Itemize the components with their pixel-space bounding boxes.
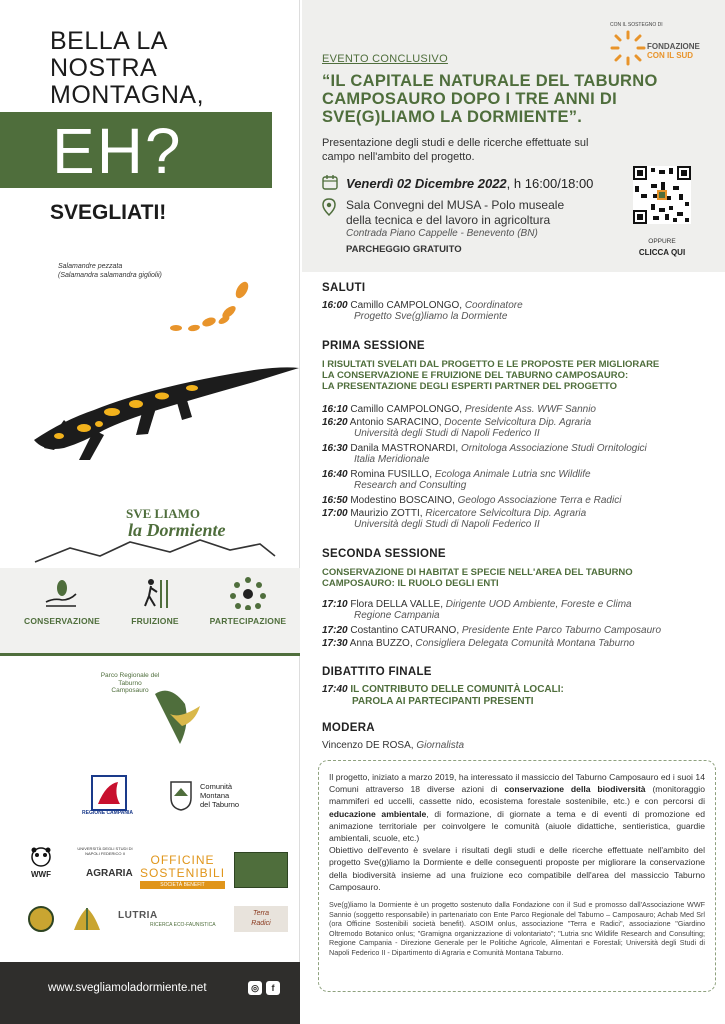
item-time: 17:00 bbox=[322, 508, 348, 519]
campania-label: REGIONE CAMPANIA bbox=[82, 810, 134, 816]
dibattito-line: PAROLA AI PARTECIPANTI PRESENTI bbox=[352, 696, 534, 707]
event-header bbox=[302, 0, 725, 272]
terra-line: Terra bbox=[252, 910, 270, 917]
project-description bbox=[329, 771, 705, 893]
program-item bbox=[322, 508, 717, 530]
svegliamo-logo bbox=[30, 500, 280, 570]
item-name: Antonio SARACINO, bbox=[347, 417, 445, 428]
item-name: Camillo CAMPOLONGO, bbox=[347, 404, 465, 415]
item-sub: Italia Meridionale bbox=[354, 454, 430, 465]
item-role: Presidente Ass. WWF Sannio bbox=[464, 404, 596, 415]
item-time: 16:30 bbox=[322, 443, 348, 454]
info-text: (monitoraggio mammiferi ed uccelli, cassette nido, ecosistema forestale sostenibile, etc.) e con percorsi di bbox=[329, 784, 705, 807]
qr-oppure: OPPURE bbox=[648, 238, 676, 245]
comunita-line: del Taburno bbox=[200, 800, 240, 809]
pillar-conservazione bbox=[12, 576, 112, 626]
agraria-label: AGRARIA bbox=[86, 868, 133, 879]
comunita-line: Comunità bbox=[200, 782, 233, 791]
item-name: Anna BUZZO, bbox=[347, 638, 416, 649]
desc-line: I RISULTATI SVELATI DAL PROGETTO E LE PROPOSTE PER MIGLIORARE bbox=[322, 359, 660, 370]
modera-role: Giornalista bbox=[416, 740, 465, 751]
dibattito-item bbox=[322, 684, 712, 708]
dibattito-line: IL CONTRIBUTO DELLE COMUNITÀ LOCALI: bbox=[347, 684, 564, 695]
panda-icon bbox=[30, 846, 52, 868]
poster-headline bbox=[50, 28, 204, 109]
fondazione-sun-icon bbox=[610, 30, 646, 66]
item-time: 16:50 bbox=[322, 495, 348, 506]
salamander-image bbox=[24, 270, 300, 490]
wwf-logo bbox=[30, 846, 52, 879]
event-subtitle: Presentazione degli studi e delle ricerche effettuate sul campo nell'ambito del progetto. bbox=[322, 137, 589, 163]
seconda-sessione-desc bbox=[322, 567, 712, 589]
comunita-line: Montana bbox=[200, 791, 230, 800]
program-item bbox=[322, 404, 717, 415]
desc-line: LA CONSERVAZIONE E FRUIZIONE DEL TABURNO CAMPOSAURO: bbox=[322, 370, 629, 381]
program-item bbox=[322, 638, 717, 649]
seconda-sessione-title: SECONDA SESSIONE bbox=[322, 548, 446, 560]
item-role: Geologo Associazione Terra e Radici bbox=[457, 495, 622, 506]
pillar-fruizione bbox=[105, 576, 205, 626]
desc-line: CAMPOSAURO: IL RUOLO DEGLI ENTI bbox=[322, 578, 499, 589]
item-time: 17:40 bbox=[322, 684, 348, 695]
program-item bbox=[322, 599, 717, 621]
park-label: Parco Regionale del Taburno Camposauro bbox=[100, 672, 160, 694]
item-name: Maurizio ZOTTI, bbox=[347, 508, 426, 519]
item-name: Danila MASTRONARDI, bbox=[347, 443, 461, 454]
info-text: , di formazione, di giornate a tema e di eventi di promozione ed animazione territoriale per coinvolgere le comunità (aiuole didattiche, sentieristica, guardie ambientali, scuole, etc.) bbox=[329, 808, 705, 844]
headline-line: BELLA LA bbox=[50, 27, 168, 55]
item-role: Dirigente UOD Ambiente, Foreste e Clima bbox=[445, 599, 632, 610]
item-role: Ecologa Animale Lutria snc Wildlife bbox=[434, 469, 591, 480]
info-text: Obiettivo dell'evento è svelare i risultati degli studi e delle ricerche effettuate nell'ambito del progetto Sve(g)liamo la Dormiente e delle conseguenti proposte per migliorare la conservazione della biodiversità insieme ad una fruizione eco compatibile dell'area del massiccio Taburno Camposauro. bbox=[329, 845, 705, 892]
svg-text:la Dormiente: la Dormiente bbox=[128, 520, 226, 540]
pillars-section bbox=[0, 568, 300, 656]
item-time: 17:30 bbox=[322, 638, 348, 649]
desc-line: CONSERVAZIONE DI HABITAT E SPECIE NELL'AREA DEL TABURNO bbox=[322, 567, 633, 578]
caption-line: Salamandre pezzata bbox=[58, 263, 123, 270]
item-sub: Progetto Sve(g)liamo la Dormiente bbox=[354, 311, 508, 322]
dibattito-title: DIBATTITO FINALE bbox=[322, 666, 432, 678]
wwf-label: WWF bbox=[31, 870, 51, 879]
svg-text:SVE LIAMO: SVE LIAMO bbox=[126, 506, 201, 521]
officine-tagline: SOCIETÀ BENEFIT bbox=[140, 881, 225, 889]
pillar-partecipazione bbox=[198, 576, 298, 626]
fondazione-name bbox=[647, 42, 700, 60]
item-role: Docente Selvicoltura Dip. Agraria bbox=[444, 417, 592, 428]
officine-line: SOSTENIBILI bbox=[140, 866, 226, 880]
calendar-icon bbox=[322, 174, 338, 190]
item-name: Costantino CATURANO, bbox=[347, 625, 462, 636]
qr-code[interactable] bbox=[633, 166, 691, 224]
terra-line: Radici bbox=[251, 920, 271, 927]
prima-sessione-title: PRIMA SESSIONE bbox=[322, 340, 425, 352]
item-role: Ricercatore Selvicoltura Dip. Agraria bbox=[425, 508, 587, 519]
event-time: , h 16:00/18:00 bbox=[506, 176, 594, 191]
project-info-box bbox=[318, 760, 716, 992]
item-sub: Regione Campania bbox=[354, 610, 440, 621]
program-item bbox=[322, 443, 717, 465]
item-name: Modestino BOSCAINO, bbox=[347, 495, 458, 506]
program-item bbox=[322, 495, 717, 506]
item-sub: Research and Consulting bbox=[354, 480, 467, 491]
item-sub: Università degli Studi di Napoli Federico II bbox=[354, 519, 540, 530]
item-name: Romina FUSILLO, bbox=[347, 469, 435, 480]
item-name: Flora DELLA VALLE, bbox=[347, 599, 446, 610]
item-role: Ornitologa Associazione Studi Ornitologici bbox=[460, 443, 647, 454]
item-time: 16:40 bbox=[322, 469, 348, 480]
pillar-label: FRUIZIONE bbox=[131, 616, 179, 626]
fondazione-line: CON IL SUD bbox=[647, 51, 694, 60]
comunita-label bbox=[200, 782, 239, 809]
desc-line: LA PRESENTAZIONE DEGLI ESPERTI PARTNER DEL PROGETTO bbox=[322, 381, 618, 392]
event-date: Venerdì 02 Dicembre 2022 bbox=[346, 176, 507, 191]
falling-leaves bbox=[170, 280, 251, 332]
program-item bbox=[322, 417, 717, 439]
fondazione-line: FONDAZIONE bbox=[647, 42, 700, 51]
modera-item bbox=[322, 740, 717, 751]
info-text: Il progetto, iniziato a marzo 2019, ha interessato il massiccio del Taburno Camposauro ed i suoi 14 Comuni attraverso 18 diverse azioni di bbox=[329, 772, 705, 795]
terra-radici-logo bbox=[234, 906, 288, 932]
event-title: “IL CAPITALE NATURALE DEL TABURNO CAMPOSAURO DOPO I TRE ANNI DI SVE(G)LIAMO LA DORMIENTE”. bbox=[322, 72, 658, 126]
item-role: Coordinatore bbox=[464, 300, 523, 311]
facebook-icon[interactable]: f bbox=[266, 981, 280, 995]
pillar-label: CONSERVAZIONE bbox=[24, 616, 100, 626]
modera-title: MODERA bbox=[322, 722, 375, 734]
eh-text: EH? bbox=[52, 115, 183, 187]
program-item bbox=[322, 300, 717, 322]
item-time: 17:10 bbox=[322, 599, 348, 610]
program-item bbox=[322, 469, 717, 491]
location-address: Contrada Piano Cappelle - Benevento (BN) bbox=[346, 228, 538, 239]
modera-name: Vincenzo DE ROSA, bbox=[322, 740, 417, 751]
item-role: Consigliera Delegata Comunità Montana Taburno bbox=[415, 638, 635, 649]
item-time: 17:20 bbox=[322, 625, 348, 636]
item-name: Camillo CAMPOLONGO, bbox=[347, 300, 465, 311]
program-item bbox=[322, 625, 717, 636]
item-sub: Università degli Studi di Napoli Federico II bbox=[354, 428, 540, 439]
location-line: della tecnica e del lavoro in agricoltura bbox=[346, 213, 551, 227]
event-label: EVENTO CONCLUSIVO bbox=[322, 53, 448, 65]
pillar-label: PARTECIPAZIONE bbox=[209, 616, 287, 626]
left-panel bbox=[0, 0, 300, 1024]
item-time: 16:10 bbox=[322, 404, 348, 415]
caption-line: (Salamandra salamandra gigliolii) bbox=[58, 272, 162, 279]
gramigna-logo bbox=[70, 904, 104, 934]
officine-line: OFFICINE bbox=[150, 853, 215, 867]
hand-leaf-icon bbox=[42, 576, 82, 610]
headline-line: NOSTRA bbox=[50, 54, 158, 82]
website-link[interactable]: www.svegliamoladormiente.net bbox=[48, 982, 207, 994]
item-time: 16:00 bbox=[322, 300, 348, 311]
qr-clicca-link[interactable]: CLICCA QUI bbox=[638, 248, 686, 257]
right-panel bbox=[302, 0, 725, 1024]
footer bbox=[0, 962, 300, 1024]
lutria-logo: LUTRIA bbox=[118, 910, 158, 921]
officine-logo bbox=[140, 854, 225, 889]
location-line: Sala Convegni del MUSA - Polo museale bbox=[346, 198, 565, 212]
prima-sessione-desc bbox=[322, 359, 712, 392]
svegliati-text: SVEGLIATI! bbox=[50, 201, 167, 224]
giardino-logo bbox=[234, 852, 288, 888]
fondazione-sostegno: CON IL SOSTEGNO DI bbox=[610, 22, 663, 28]
info-bold: educazione ambientale bbox=[329, 808, 427, 819]
info-bold: conservazione della biodiversità bbox=[504, 784, 646, 795]
location-pin-icon bbox=[322, 198, 336, 216]
event-date-row bbox=[346, 176, 593, 191]
parking-label: PARCHEGGIO GRATUITO bbox=[346, 244, 462, 255]
hiker-icon bbox=[135, 576, 175, 610]
project-partners: Sve(g)liamo la Dormiente è un progetto sostenuto dalla Fondazione con il Sud e promosso dall'Associazione WWF Sannio (soggetto responsabile) in partenariato con Ente Parco Regionale del Taburno – Camposauro; Achab Med Srl (ora Officine Sostenibili società benefit). ASOIM onlus, associazione "Terra e Radici", associazione "Giardino Oltremodo Botanico onlus; "Gramigna organizzazione di volontariato"; "Lutria snc Wildlife Research and Consulting; Regione Campania - Direzione Generale per le Politiche Agricole, Alimentari e Forestali; Università degli Studi di Napoli Federico II - Dipartimento di Agraria e Comunità Montana Taburno. bbox=[329, 900, 705, 957]
unina-label: UNIVERSITÀ DEGLI STUDI DI NAPOLI FEDERICO II bbox=[77, 846, 133, 856]
saluti-title: SALUTI bbox=[322, 282, 366, 294]
comunita-crest-icon bbox=[168, 778, 194, 812]
asoim-logo bbox=[28, 906, 54, 932]
item-role: Presidente Ente Parco Taburno Camposauro bbox=[461, 625, 662, 636]
headline-line: MONTAGNA, bbox=[50, 81, 205, 109]
item-time: 16:20 bbox=[322, 417, 348, 428]
ricerca-label: RICERCA ECO-FAUNISTICA bbox=[150, 922, 216, 928]
people-circle-icon bbox=[228, 576, 268, 610]
instagram-icon[interactable]: ◎ bbox=[248, 981, 262, 995]
